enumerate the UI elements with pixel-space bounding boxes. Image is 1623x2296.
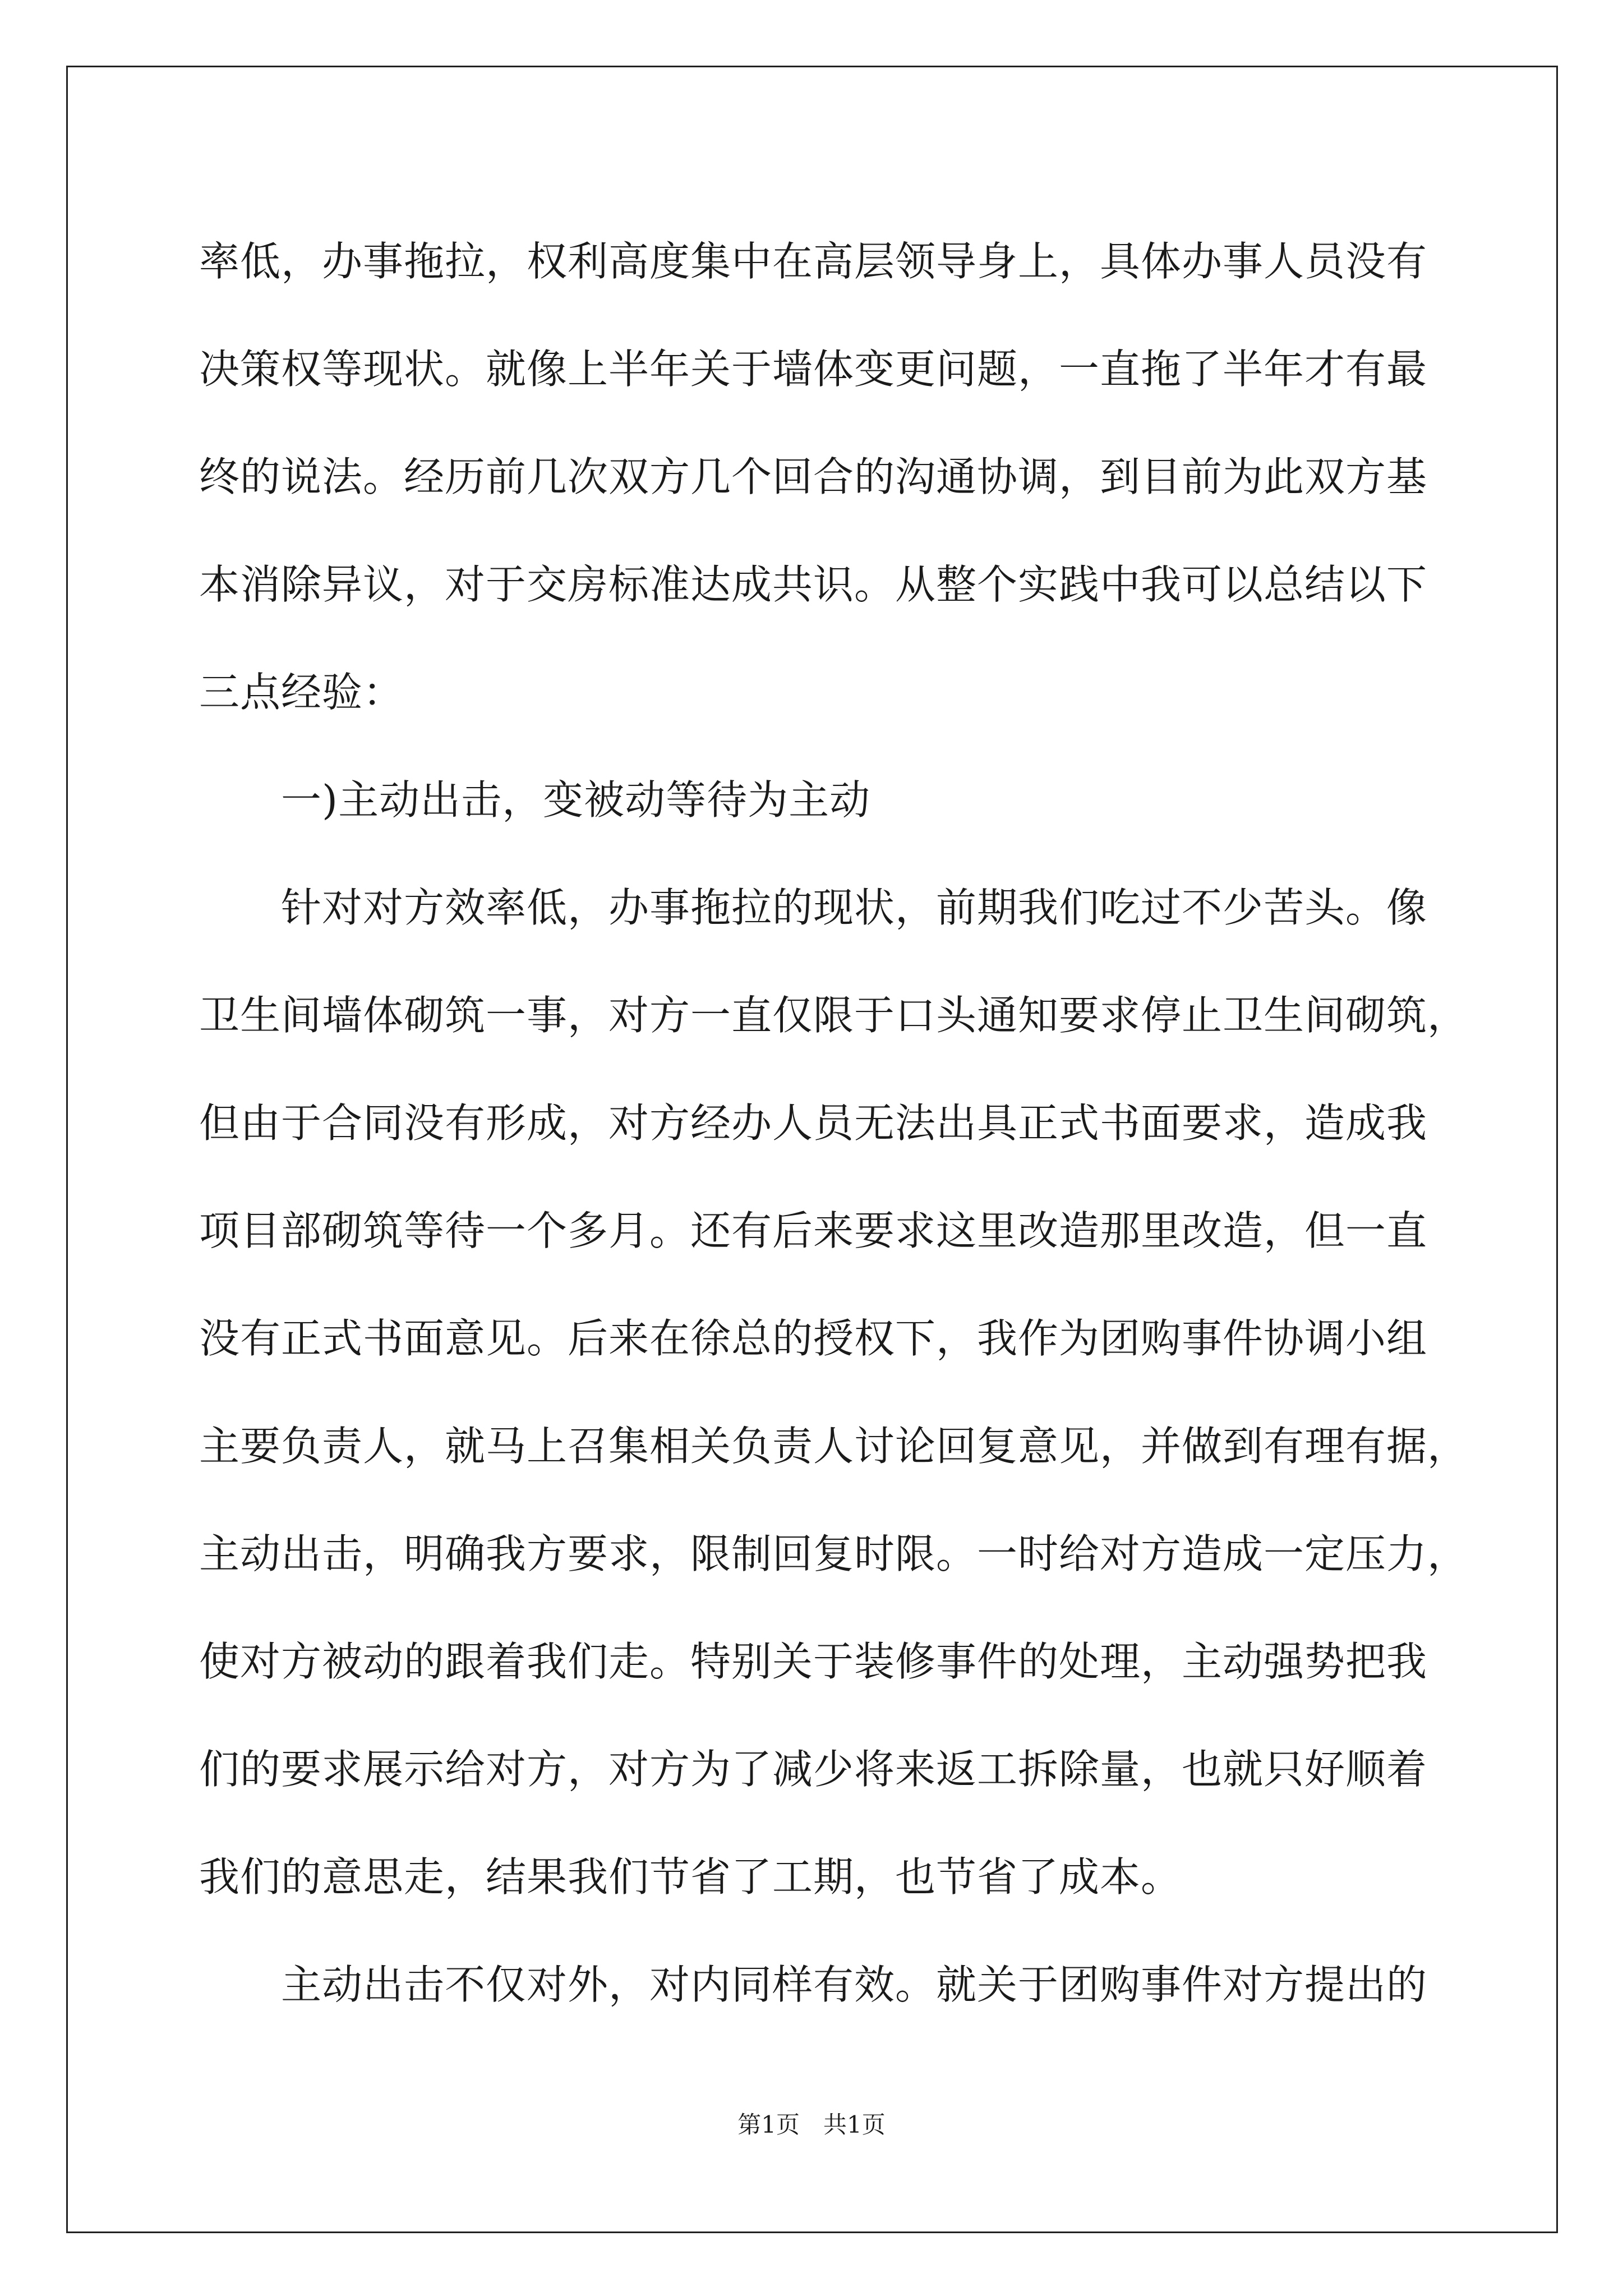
text-line: 们的要求展示给对方，对方为了减少将来返工拆除量，也就只好顺着 <box>199 1746 1428 1793</box>
section-heading: 一)主动出击，变被动等待为主动 <box>199 776 871 823</box>
text-line: 项目部砌筑等待一个多月。还有后来要求这里改造那里改造，但一直 <box>199 1207 1428 1254</box>
text-line: 率低，办事拖拉，权利高度集中在高层领导身上，具体办事人员没有 <box>199 238 1428 285</box>
text-line: 终的说法。经历前几次双方几个回合的沟通协调，到目前为此双方基 <box>199 453 1428 500</box>
text-line: 我们的意思走，结果我们节省了工期，也节省了成本。 <box>199 1853 1182 1901</box>
text-line: 决策权等现状。就像上半年关于墙体变更问题，一直拖了半年才有最 <box>199 346 1428 393</box>
text-line: 主要负责人，就马上召集相关负责人讨论回复意见，并做到有理有据， <box>199 1423 1469 1470</box>
page-footer <box>0 2108 1623 2142</box>
text-line: 三点经验： <box>199 669 404 716</box>
text-line: 针对对方效率低，办事拖拉的现状，前期我们吃过不少苦头。像 <box>199 884 1428 931</box>
page-number: 第1页 共1页 <box>737 2111 886 2138</box>
text-line: 但由于合同没有形成，对方经办人员无法出具正式书面要求，造成我 <box>199 1099 1428 1147</box>
text-line: 使对方被动的跟着我们走。特别关于装修事件的处理，主动强势把我 <box>199 1638 1428 1685</box>
text-line: 卫生间墙体砌筑一事，对方一直仅限于口头通知要求停止卫生间砌筑， <box>199 992 1469 1039</box>
text-line: 本消除异议，对于交房标准达成共识。从整个实践中我可以总结以下 <box>199 561 1428 608</box>
text-line: 没有正式书面意见。后来在徐总的授权下，我作为团购事件协调小组 <box>199 1315 1428 1362</box>
text-line: 主动出击，明确我方要求，限制回复时限。一时给对方造成一定压力， <box>199 1530 1469 1577</box>
body-text <box>199 208 1469 2039</box>
text-line: 主动出击不仅对外，对内同样有效。就关于团购事件对方提出的 <box>199 1961 1428 2008</box>
